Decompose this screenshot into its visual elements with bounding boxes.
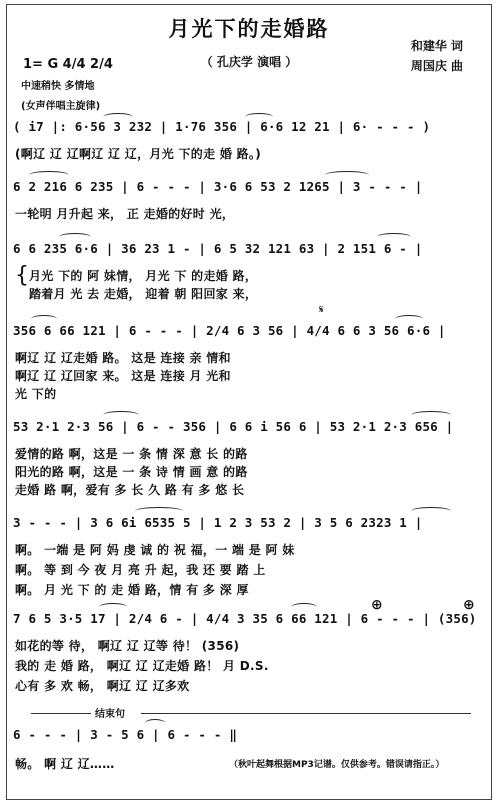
notation-line: 6 - - - | 3 - 5 6 | 6 - - - ‖	[13, 727, 238, 742]
footnote: （秋叶起舞根据MP3记谱。仅供参考。错误请指正。）	[229, 760, 445, 770]
notation-line: 6 6 235 6·6 | 36 23 1 - | 6 5 32 121 63 | 2 151 6 - |	[13, 241, 423, 256]
ending-rule	[31, 713, 91, 714]
coda-icon: ⊕	[371, 597, 383, 613]
slur	[377, 233, 411, 241]
ending-label: 结束句	[95, 709, 125, 720]
slur	[411, 507, 451, 515]
lyric-line: 如花的等 待， 啊辽 辽 辽等 待！ (356)	[15, 639, 240, 653]
key-meter: 1= G 4/4 2/4	[23, 57, 113, 72]
notation-line: ( i7 |: 6·56 3 232 | 1·76 356 | 6·6 12 21 | 6· - - - )	[13, 119, 431, 134]
slur	[103, 411, 139, 419]
lyric-line: 畅。 啊 辽 辽……	[15, 757, 115, 771]
coda-icon: ⊕	[463, 597, 475, 613]
lyric-line: 光 下的	[15, 387, 57, 401]
notation-line: 3 - - - | 3 6 6i 6535 5 | 1 2 3 53 2 | 3 5 6 2323 1 |	[13, 515, 423, 530]
lyric-line: 我的 走 婚 路， 啊辽 辽 辽走婚 路！ 月 D.S.	[15, 659, 269, 673]
slur	[291, 603, 317, 611]
lyric-line: 啊。 月 光 下 的 走 婚 路，情 有 多 深 厚	[15, 583, 249, 597]
lyric-line: 啊。 一端 是 阿 妈 虔 诚 的 祝 福，一 端 是 阿 妹	[15, 543, 295, 557]
tempo-marking: 中速稍快 多情地	[21, 81, 95, 92]
notation-line: 53 2·1 2·3 56 | 6 - - 356 | 6 6 i 56 6 | 53 2·1 2·3 656 |	[13, 419, 454, 434]
slur	[29, 171, 69, 179]
slur	[99, 603, 127, 611]
segno-icon: 𝄋	[319, 303, 324, 316]
lyric-line: 踏着月 光 去 走婚， 迎着 朝 阳回家 来，	[29, 287, 258, 301]
lyric-line: 走婚 路 啊，爱有 多 长 久 路 有 多 悠 长	[15, 483, 245, 497]
slur	[325, 171, 369, 179]
lyricist-credit: 和建华 词	[410, 39, 463, 53]
verse-brace: {	[15, 263, 29, 288]
lyric-line: 啊辽 辽 辽回家 来。 这是 连接 月 光和	[15, 369, 231, 383]
lyric-line: 心有 多 欢 畅， 啊辽 辽 辽多欢	[15, 679, 190, 693]
notation-line: 7 6 5 3·5 17 | 2/4 6 - | 4/4 3 35 6 66 121 | 6 - - - | (356)	[13, 611, 477, 626]
notation-line: 6 2 216 6 235 | 6 - - - | 3·6 6 53 2 1265 | 3 - - - |	[13, 179, 423, 194]
slur	[145, 719, 165, 727]
lyric-line: 爱情的路 啊，这是 一 条 情 深 意 长 的路	[15, 447, 248, 461]
singer-credit: （ 孔庆学 演唱 ）	[200, 55, 298, 69]
voice-note: (女声伴唱主旋律)	[21, 101, 101, 112]
slur	[59, 233, 91, 241]
lyric-line: 啊。 等 到 今 夜 月 亮 升 起，我 还 要 踏 上	[15, 563, 266, 577]
lyric-line: 啊辽 辽 辽走婚 路。 这是 连接 亲 情和	[15, 351, 231, 365]
notation-line: 356 6 66 121 | 6 - - - | 2/4 6 3 56 | 4/4 6 6 3 56 6·6 |	[13, 323, 446, 338]
song-title: 月光下的走婚路	[168, 17, 330, 41]
slur	[395, 315, 423, 323]
ending-rule	[141, 713, 471, 714]
slur	[135, 507, 183, 515]
composer-credit: 周国庆 曲	[410, 59, 463, 73]
lyric-line: 阳光的路 啊，这是 一 条 诗 情 画 意 的路	[15, 465, 248, 479]
slur	[31, 315, 57, 323]
lyric-line: (啊辽 辽 辽啊辽 辽 辽，月光 下的走 婚 路。)	[15, 147, 262, 161]
lyric-line: 月光 下的 阿 妹情， 月光 下 的走婚 路，	[29, 269, 258, 283]
sheet-page	[6, 4, 492, 800]
slur	[411, 411, 451, 419]
lyric-line: 一轮明 月升起 来， 正 走婚的好时 光，	[15, 207, 235, 221]
